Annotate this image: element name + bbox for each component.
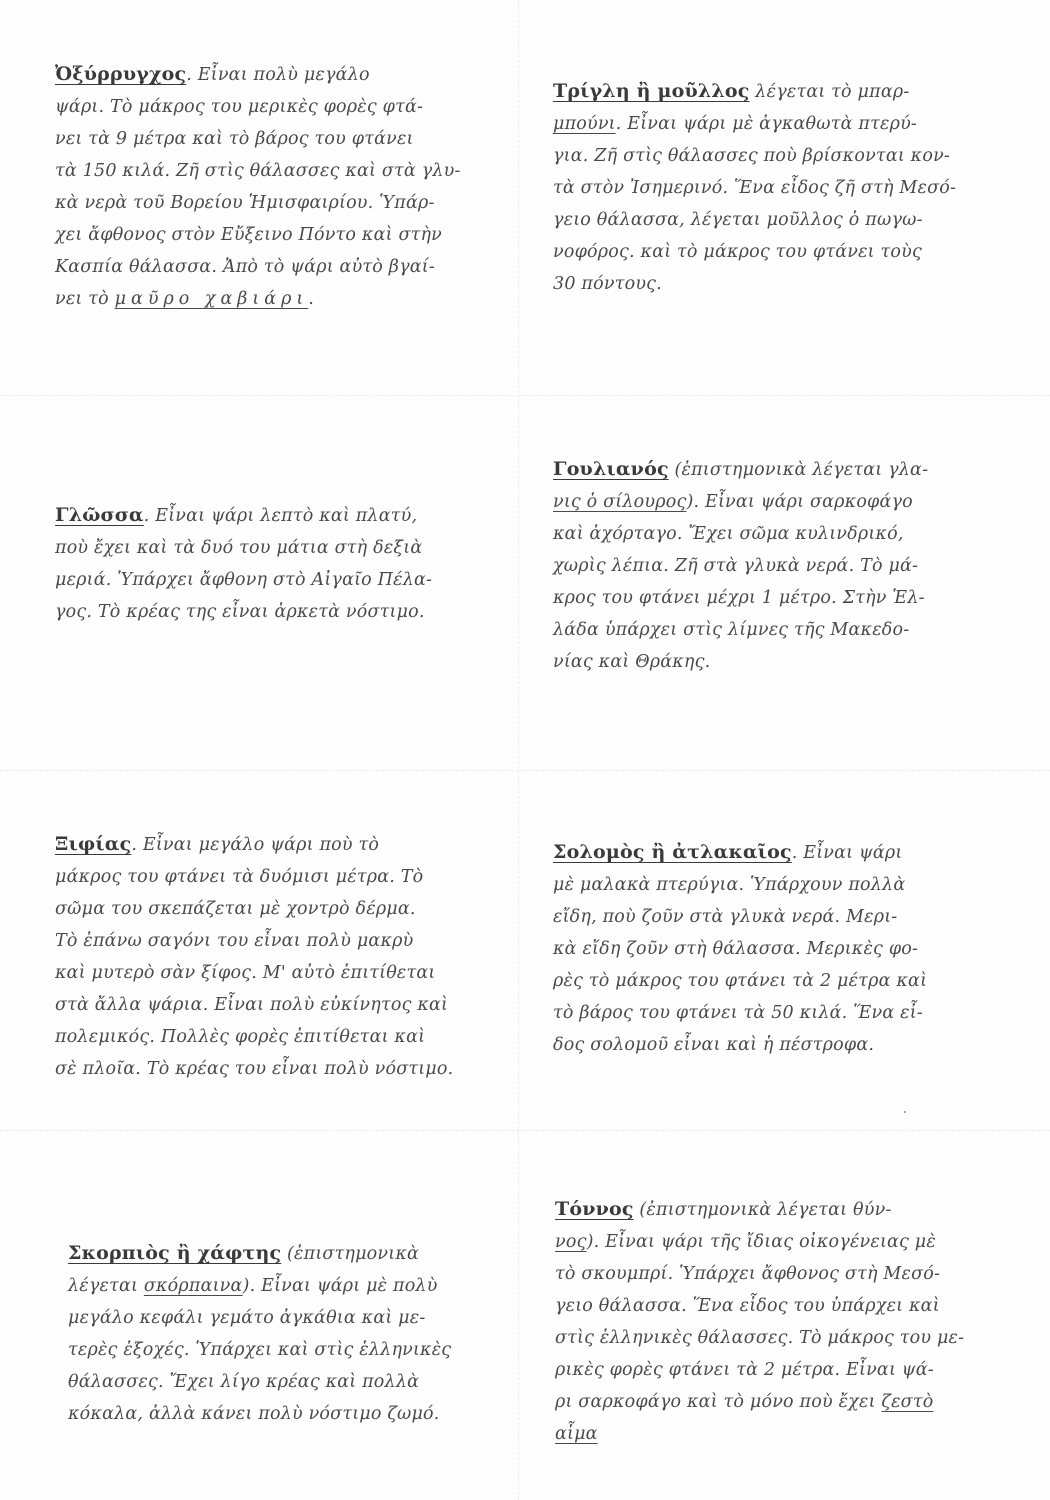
card-line: νος). Εἶναι ψάρι τῆς ἴδιας οἰκογένειας μὲ — [555, 1232, 936, 1252]
card-solomos — [553, 836, 993, 1061]
card-title: Σκορπιὸς ἢ χάφτης — [68, 1242, 282, 1264]
fold-line — [0, 770, 1050, 771]
card-line: γος. Τὸ κρέας της εἶναι ἀρκετὰ νόστιμο. — [55, 602, 425, 622]
card-line: θάλασσες. Ἔχει λίγο κρέας καὶ πολλὰ — [68, 1372, 420, 1392]
card-line: Σκορπιὸς ἢ χάφτης (ἐπιστημονικὰ — [68, 1242, 420, 1264]
card-title: Ὀξύρρυγχος — [55, 63, 187, 85]
card-title: Τρίγλη ἢ μοῦλλος — [553, 80, 750, 102]
card-line — [555, 1418, 995, 1450]
card-skorpios — [68, 1237, 508, 1430]
fold-line — [0, 395, 1050, 396]
card-line: κὰ εἴδη ζοῦν στὴ θάλασσα. Μερικὲς φο- — [553, 939, 919, 959]
card-line: μπούνι. Εἶναι ψάρι μὲ ἀγκαθωτὰ πτερύ- — [553, 114, 918, 134]
card-line: τερὲς ἐξοχές. Ὑπάρχει καὶ στὶς ἑλληνικὲς — [68, 1340, 452, 1360]
card-line: κρος του φτάνει μέχρι 1 μέτρο. Στὴν Ἑλ- — [553, 588, 925, 608]
card-line: στὶς ἑλληνικὲς θάλασσες. Τὸ μάκρος του με- — [555, 1328, 965, 1348]
card-line: ρικὲς φορὲς φτάνει τὰ 2 μέτρα. Εἶναι ψά- — [555, 1360, 934, 1380]
card-line: μεγάλο κεφάλι γεμάτο ἀγκάθια καὶ με- — [68, 1308, 426, 1328]
fold-line-vertical — [518, 0, 520, 1500]
card-line: δος σολομοῦ εἶναι καὶ ἡ πέστροφα. — [553, 1035, 875, 1055]
card-line: Γλῶσσα. Εἶναι ψάρι λεπτὸ καὶ πλατύ, — [55, 504, 418, 526]
card-line: εἴδη, ποὺ ζοῦν στὰ γλυκὰ νερά. Μερι- — [553, 907, 898, 927]
card-line: Ξιφίας. Εἶναι μεγάλο ψάρι ποὺ τὸ — [55, 833, 380, 855]
card-line: νει τὸ μαῦρο χαβιάρι. — [55, 289, 314, 309]
card-title: Σολομὸς ἢ ἀτλακαῖος — [553, 841, 792, 863]
card-line: νίας καὶ Θράκης. — [553, 652, 711, 672]
card-line: Γουλιανός (ἐπιστημονικὰ λέγεται γλα- — [553, 458, 929, 480]
underlined-term: μαῦρο χαβιάρι — [114, 289, 309, 309]
underlined-term: νις ὁ σίλουρος — [553, 492, 687, 512]
ink-dot — [904, 1111, 906, 1113]
card-tonnos — [555, 1193, 995, 1450]
card-glossa — [55, 499, 495, 628]
card-line: κὰ νερὰ τοῦ Βορείου Ἡμισφαιρίου. Ὑπάρ- — [55, 193, 435, 213]
card-title: Τόννος — [555, 1198, 634, 1220]
card-line: ρι σαρκοφάγο καὶ τὸ μόνο ποὺ ἔχει ζεστὸ — [555, 1392, 934, 1412]
card-line: τὸ σκουμπρί. Ὑπάρχει ἄφθονος στὴ Μεσό- — [555, 1264, 941, 1284]
card-line: χει ἄφθονος στὸν Εὔξεινο Πόντο καὶ στὴν — [55, 225, 442, 245]
underlined-term: αἷμα — [555, 1424, 598, 1444]
card-title: Ξιφίας — [55, 833, 132, 855]
fold-line — [0, 1130, 1050, 1131]
card-line: νοφόρος. καὶ τὸ μάκρος του φτάνει τοὺς — [553, 242, 922, 262]
card-title: Γουλιανός — [553, 458, 669, 480]
card-line: τὰ 150 κιλά. Ζῆ στὶς θάλασσες καὶ στὰ γλυ- — [55, 161, 461, 181]
card-line: σὲ πλοῖα. Τὸ κρέας του εἶναι πολὺ νόστιμο. — [55, 1059, 454, 1079]
card-line: Τρίγλη ἢ μοῦλλος λέγεται τὸ μπαρ- — [553, 80, 910, 102]
card-line: ποὺ ἔχει καὶ τὰ δυό του μάτια στὴ δεξιὰ — [55, 538, 423, 558]
card-trigli — [553, 75, 993, 300]
card-line: νει τὰ 9 μέτρα καὶ τὸ βάρος του φτάνει — [55, 129, 414, 149]
card-line: γειο θάλασσα. Ἕνα εἶδος του ὑπάρχει καὶ — [555, 1296, 940, 1316]
card-line: μεριά. Ὑπάρχει ἄφθονη στὸ Αἰγαῖο Πέλα- — [55, 570, 433, 590]
card-line: γειο θάλασσα, λέγεται μοῦλλος ὁ πωγω- — [553, 210, 923, 230]
card-line: ρὲς τὸ μάκρος του φτάνει τὰ 2 μέτρα καὶ — [553, 971, 928, 991]
card-line: σῶμα του σκεπάζεται μὲ χοντρὸ δέρμα. — [55, 899, 416, 919]
card-line: χωρὶς λέπια. Ζῆ στὰ γλυκὰ νερά. Τὸ μά- — [553, 556, 919, 576]
card-line: ψάρι. Τὸ μάκρος του μερικὲς φορὲς φτά- — [55, 97, 424, 117]
card-line: Τόννος (ἐπιστημονικὰ λέγεται θύν- — [555, 1198, 892, 1220]
underlined-term: σκόρπαινα — [143, 1276, 243, 1296]
underlined-term: ζεστὸ — [881, 1392, 934, 1412]
card-line: 30 πόντους. — [553, 274, 662, 294]
card-line: κόκαλα, ἀλλὰ κάνει πολὺ νόστιμο ζωμό. — [68, 1404, 440, 1424]
card-line: καὶ μυτερὸ σὰν ξίφος. Μ' αὐτὸ ἐπιτίθεται — [55, 963, 436, 983]
card-line: τὸ βάρος του φτάνει τὰ 50 κιλά. Ἕνα εἶ- — [553, 1003, 923, 1023]
card-line: για. Ζῆ στὶς θάλασσες ποὺ βρίσκονται κον- — [553, 146, 951, 166]
card-line: Κασπία θάλασσα. Ἀπὸ τὸ ψάρι αὐτὸ βγαί- — [55, 257, 435, 277]
card-line: μάκρος του φτάνει τὰ δυόμισι μέτρα. Τὸ — [55, 867, 424, 887]
card-line: λάδα ὑπάρχει στὶς λίμνες τῆς Μακεδο- — [553, 620, 910, 640]
card-goulianos — [553, 453, 993, 678]
card-line: στὰ ἄλλα ψάρια. Εἶναι πολὺ εὐκίνητος καὶ — [55, 995, 449, 1015]
card-xifias — [55, 828, 495, 1085]
card-line: Ὀξύρρυγχος. Εἶναι πολὺ μεγάλο — [55, 63, 370, 85]
card-title: Γλῶσσα — [55, 504, 144, 526]
card-line: καὶ ἀχόρταγο. Ἔχει σῶμα κυλινδρικό, — [553, 524, 904, 544]
card-line: Τὸ ἐπάνω σαγόνι του εἶναι πολὺ μακρὺ — [55, 931, 414, 951]
card-line: πολεμικός. Πολλὲς φορὲς ἐπιτίθεται καὶ — [55, 1027, 426, 1047]
card-line: νις ὁ σίλουρος). Εἶναι ψάρι σαρκοφάγο — [553, 492, 913, 512]
card-oxyrrynchos — [55, 58, 495, 315]
card-line: μὲ μαλακὰ πτερύγια. Ὑπάρχουν πολλὰ — [553, 875, 906, 895]
card-line: Σολομὸς ἢ ἀτλακαῖος. Εἶναι ψάρι — [553, 841, 903, 863]
card-line: λέγεται σκόρπαινα). Εἶναι ψάρι μὲ πολὺ — [68, 1276, 438, 1296]
underlined-term: νος — [555, 1232, 587, 1252]
underlined-term: μπούνι — [553, 114, 616, 134]
card-line: τὰ στὸν Ἰσημερινό. Ἕνα εἶδος ζῆ στὴ Μεσό- — [553, 178, 957, 198]
